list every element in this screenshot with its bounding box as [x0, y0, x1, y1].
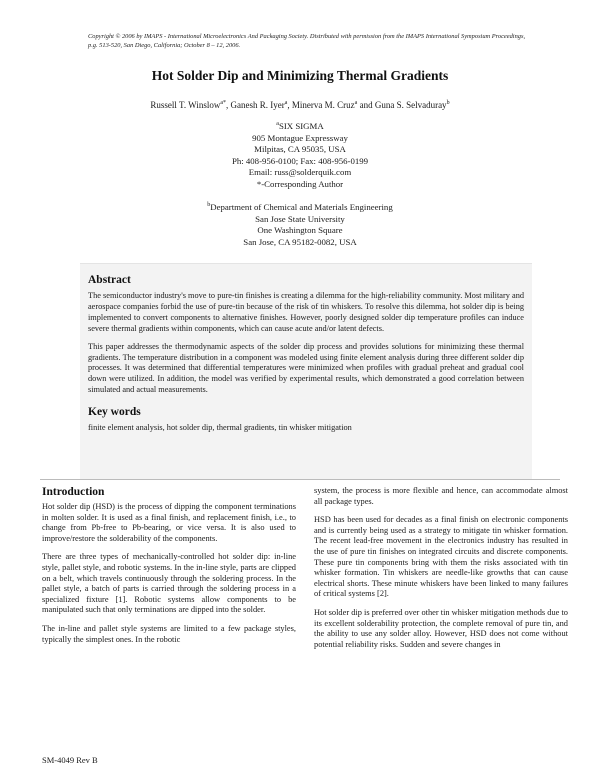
introduction-heading: Introduction [42, 486, 105, 498]
keywords-heading: Key words [88, 406, 141, 419]
abstract-paragraph-1: The semiconductor industry's move to pure-tin finishes is creating a dilemma for the high-reliability community. Most military and aerospace companies forbid the use of pure-tin because of the risk of tin whiskers. To resolve this dilemma, hot solder dip is being implemented to convert components to alternative finishes. However, poorly designed solder dip temperature profiles can induce severe thermal gradients within components, which can cause acute and/or latent defects. [88, 291, 524, 333]
author-3-sup: a [354, 100, 358, 106]
document-id-footer: SM-4049 Rev B [42, 755, 98, 765]
author-3: , Minerva M. Cruz [287, 100, 355, 110]
abstract-section [88, 274, 524, 441]
affiliation-b-line: San Jose State University [255, 213, 345, 224]
right-paragraph-1: system, the process is more flexible and hence, can accommodate almost all package types. [314, 486, 568, 506]
right-paragraph-2: HSD has been used for decades as a final finish on electronic components and is currently being used as a strategy to mitigate tin whisker formation. The recent lead-free movement in the electronics industry has resulted in the use of pure tin finishes on integrated circuits and discrete components. These pure tin components bring with them the risks associated with tin whisker formation. Tin whiskers are needle-like growths that can cause electrical shorts. These minute whiskers have been linked to many failures of critical systems [2]. [314, 515, 568, 599]
author-1-sup: a* [220, 100, 226, 106]
author-4-sup: b [446, 100, 450, 106]
section-divider [40, 479, 560, 480]
intro-paragraph-1: Hot solder dip (HSD) is the process of dipping the component terminations in molten solder. It is used as a final finish, and replacement finish, i.e., to change from Pb-free to Pb-bearing, or vice versa. It is also used to improve/restore the solderability of the components. [42, 502, 296, 543]
abstract-heading: Abstract [88, 274, 131, 286]
author-2: , Ganesh R. Iyer [226, 100, 285, 110]
intro-paragraph-2: There are three types of mechanically-controlled hot solder dip: in-line style, pallet style, and robotic systems. In the in-line style, parts are clipped on a belt, which travels continuously through the soldering process. In the pallet style, a batch of parts is carried through the soldering process in a specialized fixture [1]. Robotic systems allow components to be manipulated such that only terminations are dipped into the solder. [42, 552, 296, 615]
author-2-sup: a [284, 100, 288, 106]
affiliation-a-line: *-Corresponding Author [256, 178, 344, 189]
keywords-text: finite element analysis, hot solder dip, thermal gradients, tin whisker mitigation [88, 423, 352, 433]
affiliation-a-org: SIX SIGMA [278, 121, 324, 131]
author-list [0, 100, 600, 110]
author-4: and Guna S. Selvaduray [357, 100, 447, 110]
affiliation-a [0, 121, 600, 191]
affiliation-b-line: One Washington Square [257, 225, 343, 236]
affiliation-a-name [0, 121, 600, 133]
right-paragraph-3: Hot solder dip is preferred over other tin whisker mitigation methods due to its excellent solderability protection, the complete removal of pure tin, and the ability to use any solder alloy. However, HSD does not come without potential reliability risks. Sudden and severe changes in [314, 607, 568, 649]
affiliation-b-line: San Jose, CA 95182-0082, USA [243, 236, 357, 247]
intro-paragraph-3: The in-line and pallet style systems are limited to a few package styles, typically the simplest ones. In the robotic [42, 623, 296, 644]
author-1: Russell T. Winslow [150, 100, 221, 110]
affiliation-b [0, 202, 600, 248]
paper-title: Hot Solder Dip and Minimizing Thermal Gradients [151, 68, 449, 83]
right-column [314, 486, 568, 658]
affiliation-a-line: Milpitas, CA 95035, USA [254, 144, 346, 155]
affiliation-a-line: Ph: 408-956-0100; Fax: 408-956-0199 [231, 155, 369, 166]
copyright-notice: Copyright © 2006 by IMAPS - International Microelectronics And Packaging Society. Distributed with permission from the IMAPS International Symposium Proceedings, p.g. 513-520, San Diego, California; October 8 – 12, 2006. [88, 33, 526, 49]
abstract-paragraph-2: This paper addresses the thermodynamic aspects of the solder dip process and provides solutions for minimizing these thermal gradients. The temperature distribution in a component was modeled using finite element analysis during three different solder dip processes. It was determined that differential temperatures were minimized when profiles with gradual preheat and gradual cool down were utilized. In addition, the model was verified by experimental results, which demonstrated a good correlation between simulated and actual measurements. [88, 341, 524, 395]
affiliation-a-email[interactable]: Email: russ@solderquik.com [248, 167, 352, 178]
affiliation-b-name [0, 202, 600, 214]
affiliation-a-sup: a [276, 121, 279, 128]
affiliation-a-line: 905 Montague Expressway [252, 132, 348, 143]
left-column [42, 486, 296, 653]
affiliation-b-org: Department of Chemical and Materials Engineering [210, 202, 393, 212]
affiliation-b-sup: b [207, 202, 211, 209]
